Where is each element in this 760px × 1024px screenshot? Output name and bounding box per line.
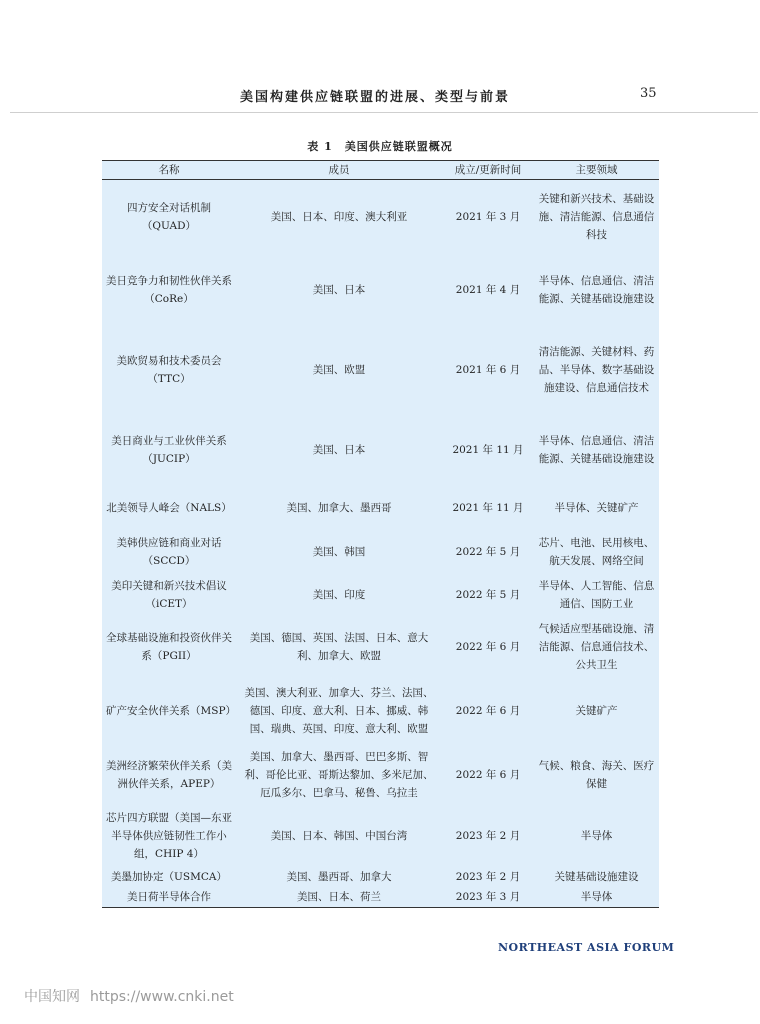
table-row	[102, 414, 659, 486]
cell-fields: 半导体	[580, 829, 613, 842]
cell-date: 2021 年 11 月	[452, 501, 524, 514]
header-members: 成员	[236, 161, 442, 180]
cell-fields: 关键基础设施建设	[554, 870, 639, 883]
cell-fields: 半导体、信息通信、清洁能源、关键基础设施建设	[538, 434, 655, 465]
cell-date: 2022 年 6 月	[455, 704, 521, 717]
table-row	[102, 180, 659, 254]
cell-members: 美国、加拿大、墨西哥	[286, 501, 392, 514]
cell-date: 2023 年 2 月	[455, 870, 521, 883]
table-header-row	[102, 161, 659, 180]
cell-fields: 半导体、人工智能、信息通信、国防工业	[538, 579, 655, 610]
cell-fields: 芯片、电池、民用核电、航天发展、网络空间	[538, 536, 655, 567]
table-row	[102, 530, 659, 574]
cell-name: 美日荷半导体合作	[102, 888, 236, 908]
cell-date: 2021 年 4 月	[455, 283, 521, 296]
cell-members: 美国、加拿大、墨西哥、巴巴多斯、智利、哥伦比亚、哥斯达黎加、多米尼加、厄瓜多尔、巴拿马、秘鲁、乌拉圭	[244, 750, 434, 799]
cell-members: 美国、墨西哥、加拿大	[286, 870, 392, 883]
cell-date: 2023 年 2 月	[455, 829, 521, 842]
cell-name: 美印关键和新兴技术倡议（iCET）	[111, 579, 227, 610]
table-row	[102, 806, 659, 866]
cell-fields: 半导体、信息通信、清洁能源、关键基础设施建设	[538, 274, 655, 305]
watermark-site-name: 中国知网	[24, 989, 80, 1005]
cell-members: 美国、日本	[312, 283, 366, 296]
cell-name: 矿产安全伙伴关系（MSP）	[106, 704, 237, 717]
table-row	[102, 866, 659, 888]
running-header	[0, 86, 760, 106]
table-row	[102, 574, 659, 616]
cell-members: 美国、日本	[312, 443, 366, 456]
table-row	[102, 744, 659, 806]
cell-members: 美国、日本、印度、澳大利亚	[270, 210, 408, 223]
cell-name: 美日竞争力和韧性伙伴关系（CoRe）	[106, 274, 232, 305]
header-rule	[10, 112, 758, 113]
cell-fields: 关键矿产	[575, 704, 618, 717]
journal-name: NORTHEAST ASIA FORUM	[498, 941, 675, 954]
cell-date: 2021 年 3 月	[455, 210, 521, 223]
cell-fields: 气候适应型基础设施、清洁能源、信息通信技术、公共卫生	[538, 622, 655, 671]
page-number: 35	[640, 86, 657, 101]
cell-date: 2022 年 5 月	[455, 545, 521, 558]
cell-name: 四方安全对话机制（QUAD）	[127, 201, 211, 232]
cell-date: 2022 年 6 月	[455, 768, 521, 781]
cell-name: 北美领导人峰会（NALS）	[106, 501, 232, 514]
cell-name: 美日商业与工业伙伴关系（JUCIP）	[111, 434, 227, 465]
cell-members: 美国、韩国	[312, 545, 366, 558]
cell-fields: 半导体、关键矿产	[554, 501, 639, 514]
cell-members: 美国、日本、荷兰	[236, 888, 442, 908]
cell-fields: 半导体	[534, 888, 659, 908]
cell-members: 美国、德国、英国、法国、日本、意大利、加拿大、欧盟	[249, 631, 429, 662]
cell-members: 美国、印度	[312, 588, 366, 601]
cell-name: 全球基础设施和投资伙伴关系（PGII）	[106, 631, 232, 662]
table-row	[102, 616, 659, 678]
cell-name: 美洲经济繁荣伙伴关系（美洲伙伴关系，APEP）	[106, 759, 232, 790]
cell-name: 美欧贸易和技术委员会（TTC）	[116, 354, 222, 385]
cell-fields: 气候、粮食、海关、医疗保健	[538, 759, 655, 790]
table-caption: 表 1 美国供应链联盟概况	[307, 140, 453, 153]
cell-members: 美国、欧盟	[312, 363, 366, 376]
supply-chain-alliance-table	[102, 160, 659, 908]
cell-date: 2023 年 3 月	[442, 888, 534, 908]
cell-date: 2021 年 6 月	[455, 363, 521, 376]
cell-date: 2022 年 5 月	[455, 588, 521, 601]
table-row	[102, 888, 659, 908]
header-fields: 主要领域	[534, 161, 659, 180]
running-title: 美国构建供应链联盟的进展、类型与前景	[240, 90, 511, 105]
header-name: 名称	[102, 161, 236, 180]
cell-date: 2022 年 6 月	[455, 640, 521, 653]
table-row	[102, 486, 659, 530]
watermark-url: https://www.cnki.net	[90, 989, 234, 1005]
cell-members: 美国、澳大利亚、加拿大、芬兰、法国、德国、印度、意大利、日本、挪威、韩国、瑞典、英国、印度、意大利、欧盟	[244, 686, 434, 735]
cnki-watermark	[24, 986, 234, 1006]
cell-fields: 关键和新兴技术、基础设施、清洁能源、信息通信科技	[538, 192, 655, 241]
table-row	[102, 678, 659, 744]
cell-name: 芯片四方联盟（美国—东亚半导体供应链韧性工作小组，CHIP 4）	[106, 811, 232, 860]
cell-fields: 清洁能源、关键材料、药品、半导体、数字基础设施建设、信息通信技术	[538, 345, 655, 394]
cell-date: 2021 年 11 月	[452, 443, 524, 456]
table-row	[102, 254, 659, 326]
cell-name: 美韩供应链和商业对话（SCCD）	[116, 536, 222, 567]
cell-members: 美国、日本、韩国、中国台湾	[270, 829, 408, 842]
header-date: 成立/更新时间	[442, 161, 534, 180]
table-row	[102, 326, 659, 414]
cell-name: 美墨加协定（USMCA）	[111, 870, 227, 883]
